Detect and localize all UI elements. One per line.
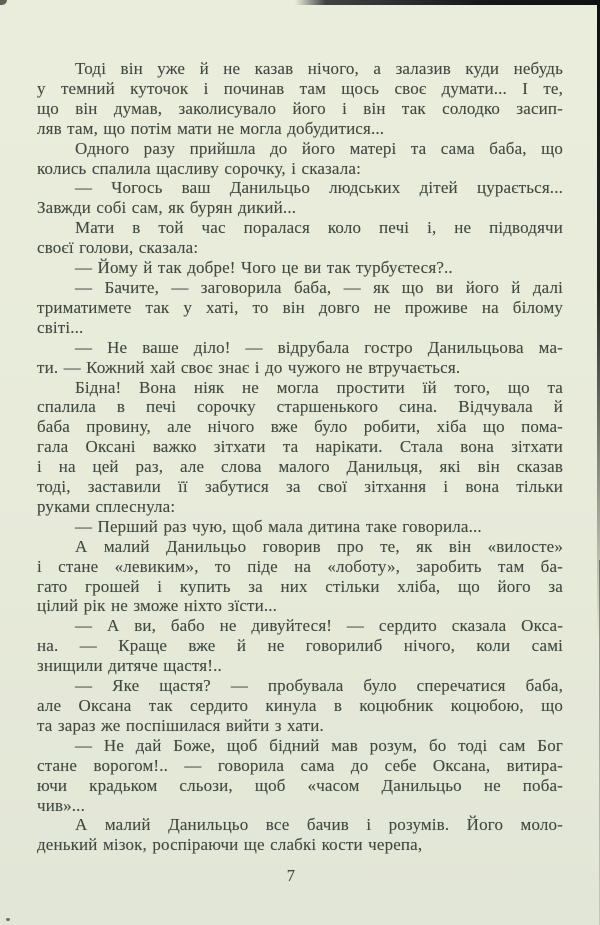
scan-speck-bottom-left [6,918,10,921]
paragraph-11 [37,616,563,676]
text-line: — Чогось ваш Данильцьо людських дітей цурається... [75,178,563,198]
text-line: і на цей раз, але слова малого Данильця, які він сказав [37,457,563,477]
paragraph-5 [37,258,563,278]
text-line: гала Оксані важко зітхати та нарікати. Стала вона зітхати [37,437,563,457]
text-line: Завжди собі сам, як бурян дикий... [37,198,297,218]
text-line: — А ви, бабо не дивуйтеся! — сердито сказала Окса- [75,616,563,636]
text-line: спалила в печі сорочку старшенького сина. Відчувала й [37,397,563,417]
paragraph-7 [37,338,563,378]
text-line: і стане «левиким», то піде на «лоботу», заробить там ба- [37,556,563,576]
text-line: у темний куточок і починав там щось своє думати... І те, [37,78,563,98]
text-line: денький мізок, роспіраючи ще слабкі кости черепа, [37,835,423,855]
text-line: на. — Краще вже й не говорилиб нічого, коли самі [37,636,563,656]
text-line: що він думав, заколисувало його і він так солодко засип- [37,98,563,118]
scan-edge-top-artifact [295,0,600,5]
text-line: — Йому й так добре! Чого це ви так турбуєтеся?.. [75,258,453,278]
text-line: — Не ваше діло! — відрубала гостро Данильцьова ма- [75,337,563,357]
text-line: знищили дитяче щастя!.. [37,656,222,676]
text-line: світі... [37,317,84,337]
paragraph-1 [37,59,563,139]
text-line: ти. — Кожний хай своє знає і до чужого не втручається. [37,357,461,377]
text-line: ючи крадьком сльози, щоб «часом Данильцьо не поба- [37,775,563,795]
text-line: та зараз же поспішилася вийти з хати. [37,715,324,735]
paragraph-8 [37,378,563,517]
text-line: Мати в той час поралася коло печі і, не підводячи [75,218,563,238]
text-line: колись спалила щасливу сорочку, і сказала: [37,158,361,178]
paragraph-3 [37,178,563,218]
text-line: чив»... [37,795,85,815]
text-line: цілий рік не зможе ніхто зїсти... [37,596,278,616]
text-line: триматимете так у хаті, то він довго не проживе на білому [37,297,563,317]
text-line: Одного разу прийшла до його матері та сама баба, що [75,138,563,158]
paragraph-10 [37,537,563,617]
scan-speck-top-left [0,0,7,5]
paragraph-9 [37,517,563,537]
paragraph-6 [37,278,563,338]
text-line: А малий Данильцьо говорив про те, як він «вилосте» [75,536,563,556]
text-line: ляв там, що потім мати не могла добудитися... [37,118,385,138]
page-number: 7 [286,866,296,885]
paragraph-2 [37,139,563,179]
text-line: своєї голови, сказала: [37,238,199,258]
paragraph-13 [37,736,563,816]
text-line: баба провину, але нічого вже було робити, хіба що пома- [37,417,563,437]
text-line: але Оксана так сердито кинула в коцюбник коцюбою, що [37,696,563,715]
text-line: Бідна! Вона ніяк не могла простити їй того, що та [75,377,563,397]
text-line: — Не дай Боже, щоб бідний мав розум, бо тоді сам Бог [75,735,563,755]
text-line: стане ворогом!.. — говорила сама до себе Оксана, витира- [37,755,563,775]
text-line: А малий Данильцьо все бачив і розумів. Його моло- [75,815,563,835]
paragraph-4 [37,218,563,258]
text-line: — Бачите, — заговорила баба, — як що ви його й далі [75,277,563,297]
paragraph-12 [37,676,563,736]
text-line: Тоді він уже й не казав нічого, а залазив куди небудь [75,59,563,78]
paragraph-14 [37,815,563,855]
text-line: гато грошей і купить за них стільки хліба, що його за [37,576,563,596]
text-line: — Яке щастя? — пробувала було сперечатися баба, [75,676,563,696]
text-line: руками сплеснула: [37,496,176,516]
text-line: тоді, заставили її забутися за свої зітхання і вона тільки [37,477,563,497]
text-line: — Перший раз чую, щоб мала дитина таке говорила... [75,516,482,536]
page-text-block [37,59,563,855]
